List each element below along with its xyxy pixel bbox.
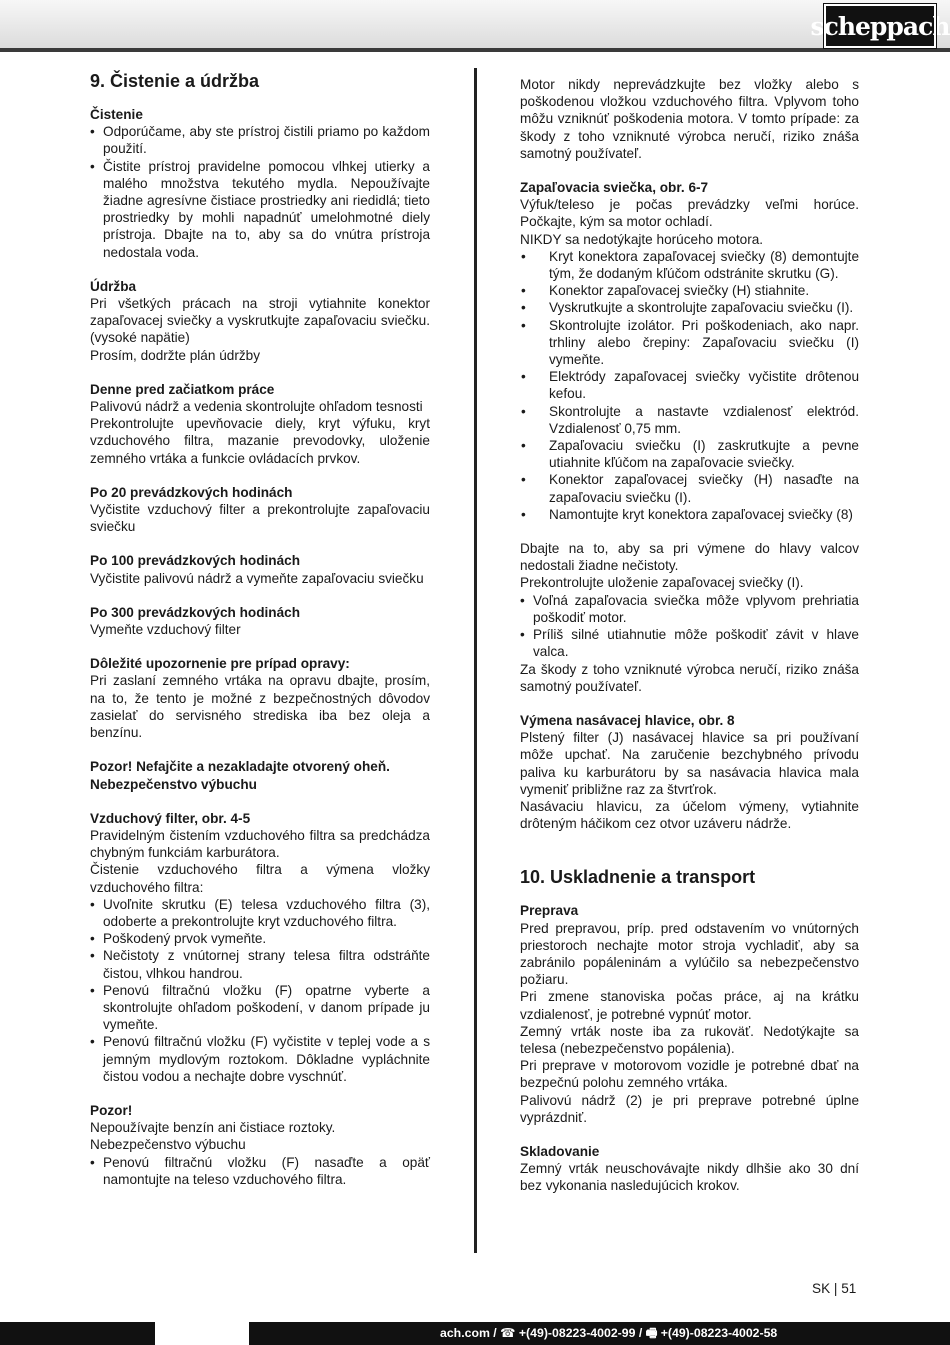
list-item: • Elektródy zapaľovacej sviečky vyčistite drôtenou kefou. <box>520 368 859 402</box>
list-item: • Odporúčame, aby ste prístroj čistili priamo po každom použití. <box>90 123 430 157</box>
list-item: • Penovú filtračnú vložku (F) opatrne vyberte a skontrolujte ohľadom poškodení, v danom prípade ju vymeňte. <box>90 982 430 1034</box>
list-item: • Poškodený prvok vymeňte. <box>90 930 430 947</box>
paragraph: Za škody z toho vzniknuté výrobca neručí, riziko znáša samotný používateľ. <box>520 661 859 694</box>
list-item: • Konektor zapaľovacej sviečky (H) stiahnite. <box>520 282 859 299</box>
list-item: • Skontrolujte izolátor. Pri poškodeniach, ako napr. trhliny alebo črepiny: Zapaľovaciu sviečku (I) vymeňte. <box>520 317 859 369</box>
paragraph: Nebezpečenstvo výbuchu <box>90 1137 246 1153</box>
heading-suction-head: Výmena nasávacej hlavice, obr. 8 <box>520 712 735 728</box>
heading-preprava: Preprava <box>520 903 579 919</box>
list-item: • Kryt konektora zapaľovacej sviečky (8) demontujte tým, že dodaným kľúčom odstránite skrutku (G). <box>520 248 859 282</box>
warning-fire: Pozor! Nefajčite a nezakladajte otvorený oheň. <box>90 759 390 775</box>
list-item: • Nečistoty z vnútornej strany telesa filtra odstráňte čistou, vlhkou handrou. <box>90 947 430 981</box>
list-item: • Príliš silné utiahnutie môže poškodiť závit v hlave valca. <box>520 626 859 660</box>
paragraph: Pri všetkých prácach na stroji vytiahnite konektor zapaľovacej sviečky a vyskrutkujte zapaľovaciu sviečku. (vysoké napätie) <box>90 296 430 346</box>
pozor-list <box>90 1154 430 1188</box>
paragraph: Pri preprave v motorovom vozidle je potrebné dbať na bezpečnú polohu zemného vrtáka. <box>520 1058 859 1091</box>
paragraph: NIKDY sa nedotýkajte horúceho motora. <box>520 231 764 247</box>
filter-list <box>90 896 430 1085</box>
left-column <box>90 70 430 1188</box>
cistenie-list <box>90 123 430 261</box>
list-item: • Čistite prístroj pravidelne pomocou vlhkej utierky a malého množstva tekutého mydla. Nepoužívajte žiadne agresívne čistiace prostriedky ani riedidlá; tieto prostriedky by mohli napadnúť umelohmotné diely prístroja. Dbajte na to, aby sa do vnútra prístroja nedostala voda. <box>90 158 430 261</box>
paragraph: Plstený filter (J) nasávacej hlavice sa pri používaní môže upchať. Na zaručenie bezchybného prívodu paliva ku karburátoru by sa nasávacia hlavica mala vymeniť približne raz za štvrťrok. <box>520 730 859 797</box>
heading-po100: Po 100 prevádzkových hodinách <box>90 553 301 569</box>
heading-air-filter: Vzduchový filter, obr. 4-5 <box>90 810 251 826</box>
list-item: • Zapaľovaciu sviečku (I) zaskrutkujte a pevne utiahnite kľúčom na zapaľovacie sviečky. <box>520 437 859 471</box>
header-band <box>0 0 950 52</box>
footer-contact: ach.com / ☎ +(49)-08223-4002-99 / 🖷 +(49)-08223-4002-58 <box>440 1326 778 1340</box>
heading-skladovanie: Skladovanie <box>520 1143 600 1159</box>
footer-white-gap <box>155 1322 249 1345</box>
paragraph: Palivovú nádrž (2) je pri preprave potrebné úplne vyprázdniť. <box>520 1092 859 1125</box>
heading-cistenie: Čistenie <box>90 107 143 122</box>
list-item: • Penovú filtračnú vložku (F) nasaďte a opäť namontujte na teleso vzduchového filtra. <box>90 1154 430 1188</box>
list-item: • Voľná zapaľovacia sviečka môže vplyvom prehriatia poškodiť motor. <box>520 592 859 626</box>
paragraph: Vyčistite vzduchový filter a prekontrolujte zapaľovaciu sviečku <box>90 502 430 535</box>
paragraph: Motor nikdy neprevádzkujte bez vložky alebo s poškodenou vložkou vzduchového filtra. Vplyvom toho môžu vzniknúť poškodenia motora. V tomto prípade: za škody z toho vzniknuté výrobca neručí, riziko znáša samotný používateľ. <box>520 77 859 161</box>
heading-udrzba: Údržba <box>90 278 137 294</box>
paragraph: Prekontrolujte upevňovacie diely, kryt výfuku, kryt vzduchového filtra, mazanie prevodovky, uloženie zemného vrtáka a funkcie ovládacích prvkov. <box>90 416 430 466</box>
list-item: • Penovú filtračnú vložku (F) vyčistite v teplej vode a s jemným mydlovým roztokom. Dôkladne vypláchnite čistou vodou a nechajte dobre vyschnúť. <box>90 1033 430 1085</box>
list-item: • Vyskrutkujte a skontrolujte zapaľovaciu sviečku (I). <box>520 299 859 316</box>
list-item: • Namontujte kryt konektora zapaľovacej sviečky (8) <box>520 506 859 523</box>
paragraph: Pravidelným čistením vzduchového filtra sa predchádza chybným funkciám karburátora. <box>90 827 430 861</box>
warning-explosion: Nebezpečenstvo výbuchu <box>90 776 257 792</box>
paragraph: Výfuk/teleso je počas prevádzky veľmi horúce. Počkajte, kým sa motor ochladí. <box>520 197 859 230</box>
paragraph: Pri zaslaní zemného vrtáka na opravu dbajte, prosím, na to, že tento je možné z bezpečnostných dôvodov zasielať do servisného strediska iba bez oleja a benzínu. <box>90 673 430 741</box>
paragraph: Zemný vrták neuschovávajte nikdy dlhšie ako 30 dní bez vykonania nasledujúcich krokov. <box>520 1161 859 1194</box>
paragraph: Pred prepravou, príp. pred odstavením vo vnútorných priestoroch nechajte motor stroja vychladiť, aby sa zabránilo popáleninám a vylúčilo sa nebezpečenstvo požiaru. <box>520 920 859 988</box>
paragraph: Vyčistite palivovú nádrž a vymeňte zapaľovaciu sviečku <box>90 570 424 586</box>
paragraph: Čistenie vzduchového filtra a výmena vložky vzduchového filtra: <box>90 862 430 895</box>
list-item: • Uvoľnite skrutku (E) telesa vzduchového filtra (3), odoberte a prekontrolujte kryt vzduchového filtra. <box>90 896 430 930</box>
page-number: SK | 51 <box>812 1281 857 1296</box>
paragraph: Prekontrolujte uloženie zapaľovacej sviečky (I). <box>520 575 804 591</box>
paragraph: Dbajte na to, aby sa pri výmene do hlavy valcov nedostali žiadne nečistoty. <box>520 541 859 574</box>
paragraph: Palivovú nádrž a vedenia skontrolujte ohľadom tesnosti <box>90 399 423 415</box>
heading-pozor: Pozor! <box>90 1102 133 1118</box>
paragraph: Vymeňte vzduchový filter <box>90 622 241 638</box>
section-title-9: 9. Čistenie a údržba <box>90 71 260 91</box>
heading-oprava: Dôležité upozornenie pre prípad opravy: <box>90 656 350 672</box>
list-item: • Skontrolujte a nastavte vzdialenosť elektród. Vzdialenosť 0,75 mm. <box>520 403 859 437</box>
paragraph: Zemný vrták noste iba za rukoväť. Nedotýkajte sa telesa (nebezpečenstvo popálenia). <box>520 1023 859 1056</box>
spark-plug-list <box>520 248 859 523</box>
heading-denne: Denne pred začiatkom práce <box>90 381 275 397</box>
heading-po20: Po 20 prevádzkových hodinách <box>90 484 293 500</box>
heading-po300: Po 300 prevádzkových hodinách <box>90 604 301 620</box>
column-divider <box>474 68 477 1253</box>
paragraph: Nepoužívajte benzín ani čistiace roztoky. <box>90 1120 336 1136</box>
spark-plug-warning-list <box>520 592 859 661</box>
heading-spark-plug: Zapaľovacia sviečka, obr. 6-7 <box>520 180 709 196</box>
paragraph: Nasávaciu hlavicu, za účelom výmeny, vytiahnite drôteným háčikom cez otvor uzáveru nádrže. <box>520 798 859 832</box>
right-column <box>520 76 859 1195</box>
paragraph: Pri zmene stanoviska počas práce, aj na krátku vzdialenosť, je potrebné vypnúť motor. <box>520 989 859 1022</box>
section-title-10: 10. Uskladnenie a transport <box>520 867 756 888</box>
paragraph: Prosím, dodržte plán údržby <box>90 347 261 363</box>
list-item: • Konektor zapaľovacej sviečky (H) nasaďte na zapaľovaciu sviečku (I). <box>520 471 859 505</box>
scheppach-logo: scheppach <box>824 4 936 48</box>
